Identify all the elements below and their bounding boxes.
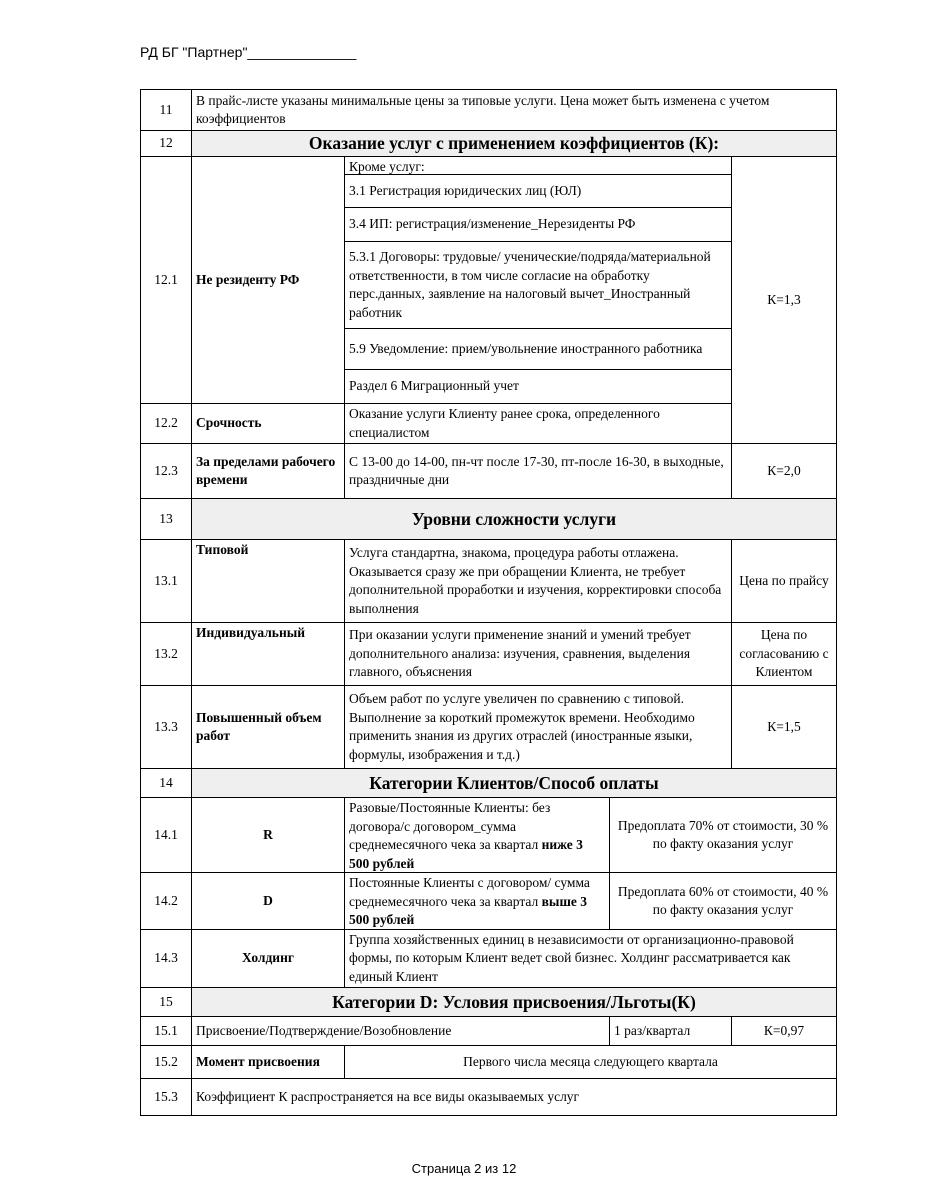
exception-item: 5.9 Уведомление: прием/увольнение иностранного работника: [344, 328, 732, 370]
description-cell: С 13-00 до 14-00, пн-чт после 17-30, пт-после 16-30, в выходные, праздничные дни: [344, 443, 732, 499]
description-cell: Присвоение/Подтверждение/Возобновление: [191, 1016, 610, 1046]
description-text: Разовые/Постоянные Клиенты: без договора/с договором_сумма среднемесячного чека за квартал: [349, 800, 551, 852]
coefficient-cell: К=0,97: [731, 1016, 837, 1046]
description-cell: Услуга стандартна, знакома, процедура работы отлажена. Оказывается сразу же при обращении Клиента, не требует дополнительной проработки и изучения, корректировки способа выполнения: [344, 539, 732, 623]
description-cell: [344, 797, 610, 873]
description-text: Постоянные Клиенты с договором/ сумма среднемесячного чека за квартал: [349, 875, 590, 909]
row-number: 15: [140, 987, 192, 1017]
frequency-cell: 1 раз/квартал: [609, 1016, 732, 1046]
description-cell: При оказании услуги применение знаний и умений требует дополнительного анализа: изучения, сравнения, выделения главного, объяснения: [344, 622, 732, 686]
row-label: Момент присвоения: [191, 1045, 345, 1079]
row-label: Повышенный объем работ: [191, 685, 345, 769]
row-number: 14.2: [140, 872, 192, 930]
description-cell: Объем работ по услуге увеличен по сравнению с типовой. Выполнение за короткий промежуток времени. Необходимо применить знания из других отраслей (иностранные языки, формулы, изображения и т.д.): [344, 685, 732, 769]
description-cell: Группа хозяйственных единиц в независимости от организационно-правовой формы, по которым Клиент ведет свой бизнес. Холдинг рассматривается как единый Клиент: [344, 929, 837, 988]
row-number: 14: [140, 768, 192, 798]
row-number: 12.1: [140, 156, 192, 404]
page-number: Страница 2 из 12: [411, 1161, 517, 1176]
payment-cell: Предоплата 60% от стоимости, 40 % по факту оказания услуг: [609, 872, 837, 930]
row-number: 14.3: [140, 929, 192, 988]
section-heading: Уровни сложности услуги: [191, 498, 837, 540]
row-label: Типовой: [191, 539, 345, 623]
row-label: Срочность: [191, 403, 345, 444]
row-number: 15.1: [140, 1016, 192, 1046]
row-number: 12: [140, 130, 192, 157]
coefficient-cell: К=2,0: [731, 443, 837, 499]
row-label: Не резиденту РФ: [191, 156, 345, 404]
description-cell: [344, 872, 610, 930]
document-header: РД БГ "Партнер"______________: [140, 44, 357, 60]
row-label: За пределами рабочего времени: [191, 443, 345, 499]
exception-item: Кроме услуг:: [344, 156, 732, 175]
client-category: R: [191, 797, 345, 873]
price-cell: Цена по прайсу: [731, 539, 837, 623]
threshold-text: ниже 3 500 рублей: [349, 837, 583, 871]
payment-cell: Предоплата 70% от стоимости, 30 % по факту оказания услуг: [609, 797, 837, 873]
row-number: 15.2: [140, 1045, 192, 1079]
client-category: D: [191, 872, 345, 930]
exception-item: 3.1 Регистрация юридических лиц (ЮЛ): [344, 174, 732, 208]
client-category: Холдинг: [191, 929, 345, 988]
row-number: 12.3: [140, 443, 192, 499]
exception-item: 3.4 ИП: регистрация/изменение_Нерезиденты РФ: [344, 207, 732, 242]
description-cell: Коэффициент К распространяется на все виды оказываемых услуг: [191, 1078, 837, 1116]
description-cell: Первого числа месяца следующего квартала: [344, 1045, 837, 1079]
row-number: 14.1: [140, 797, 192, 873]
exception-item: 5.3.1 Договоры: трудовые/ ученические/подряда/материальной ответственности, в том числе согласие на обработку перс.данных, заявление на налоговый вычет_Иностранный работник: [344, 241, 732, 329]
section-heading: Категории D: Условия присвоения/Льготы(К): [191, 987, 837, 1017]
section-heading: Оказание услуг с применением коэффициентов (К):: [191, 130, 837, 157]
price-cell: Цена по согласованию с Клиентом: [731, 622, 837, 686]
section-heading: Категории Клиентов/Способ оплаты: [191, 768, 837, 798]
row-number: 13.2: [140, 622, 192, 686]
description-cell: Оказание услуги Клиенту ранее срока, определенного специалистом: [344, 403, 732, 444]
coefficient-cell: К=1,3: [731, 156, 837, 444]
row-number: 13.1: [140, 539, 192, 623]
threshold-text: выше 3 500 рублей: [349, 893, 587, 927]
row-number: 13.3: [140, 685, 192, 769]
row-number: 15.3: [140, 1078, 192, 1116]
row-label: Индивидуальный: [191, 622, 345, 686]
note-cell: В прайс-листе указаны минимальные цены за типовые услуги. Цена может быть изменена с учетом коэффициентов: [191, 89, 837, 131]
row-number: 12.2: [140, 403, 192, 444]
coefficient-cell: К=1,5: [731, 685, 837, 769]
row-number: 13: [140, 498, 192, 540]
exception-item: Раздел 6 Миграционный учет: [344, 369, 732, 404]
row-number: 11: [140, 89, 192, 131]
